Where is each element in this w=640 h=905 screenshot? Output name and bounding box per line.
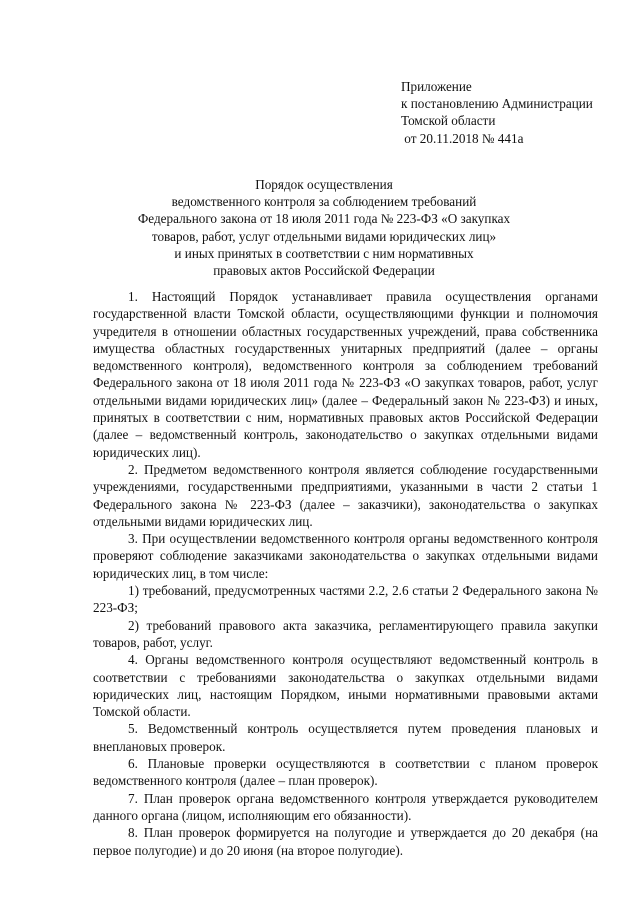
appendix-line: Приложение bbox=[401, 79, 472, 94]
appendix-line: к постановлению Администрации bbox=[401, 96, 593, 112]
paragraph-4: 4. Органы ведомственного контроля осуществляют ведомственный контроль в соответствии с требованиями законодательства о закупках отдельными видами юридических лиц, настоящим Порядком, иными нормативными правовыми актами Томской области. bbox=[93, 652, 598, 720]
paragraph-7: 7. План проверок органа ведомственного контроля утверждается руководителем данного органа (лицом, исполняющим его обязанности). bbox=[93, 790, 598, 823]
paragraph-1: 1. Настоящий Порядок устанавливает правила осуществления органами государственной власти Томской области, осуществляющими функции и полномочия учредителя в отношении областных государственных учреждений, права собственника имущества областных государственных унитарных предприятий (далее – органы ведомственного контроля), ведомственного контроля за соблюдением требований Федерального закона от 18 июля 2011 года № 223-ФЗ «О закупках товаров, работ, услуг отдельными видами юридических лиц» (далее – Федеральный закон № 223-ФЗ) и иных, принятых в соответствии с ним, нормативных правовых актов Российской Федерации (далее – ведомственный контроль, законодательство о закупках отдельными видами юридических лиц). bbox=[93, 289, 598, 460]
title-line: товаров, работ, услуг отдельными видами юридических лиц» bbox=[151, 228, 497, 244]
paragraph-3: 3. При осуществлении ведомственного контроля органы ведомственного контроля проверяют соблюдение заказчиками законодательства о закупках отдельными видами юридических лиц, в том числе: bbox=[93, 531, 598, 581]
appendix-block bbox=[401, 78, 631, 147]
paragraph-2: 2. Предметом ведомственного контроля является соблюдение государственными учреждениями, государственными предприятиями, указанными в части 2 статьи 1 Федерального закона № 223-ФЗ (далее – заказчики), законодательства о закупках отдельными видами юридических лиц. bbox=[93, 461, 598, 529]
paragraph-3-item-2: 2) требований правового акта заказчика, регламентирующего правила закупки товаров, работ, услуг. bbox=[93, 617, 598, 650]
title-line: Порядок осуществления bbox=[255, 177, 393, 192]
paragraph-5: 5. Ведомственный контроль осуществляется путем проведения плановых и внеплановых проверок. bbox=[93, 721, 598, 754]
title-line: правовых актов Российской Федерации bbox=[213, 263, 435, 279]
document-body bbox=[93, 288, 598, 859]
appendix-line: от 20.11.2018 № 441а bbox=[401, 130, 524, 146]
title-line: Федерального закона от 18 июля 2011 года № 223-ФЗ «О закупках bbox=[137, 211, 511, 227]
paragraph-3-item-1: 1) требований, предусмотренных частями 2.2, 2.6 статьи 2 Федерального закона № 223-ФЗ; bbox=[93, 583, 598, 616]
title-line: ведомственного контроля за соблюдением требований bbox=[171, 194, 477, 210]
paragraph-8: 8. План проверок формируется на полугодие и утверждается до 20 декабря (на первое полугодие) и до 20 июня (на второе полугодие). bbox=[93, 825, 598, 858]
document-title bbox=[84, 176, 564, 279]
appendix-line: Томской области bbox=[401, 113, 496, 129]
paragraph-6: 6. Плановые проверки осуществляются в соответствии с планом проверок ведомственного контроля (далее – план проверок). bbox=[93, 756, 598, 789]
title-line: и иных принятых в соответствии с ним нормативных bbox=[174, 245, 474, 261]
